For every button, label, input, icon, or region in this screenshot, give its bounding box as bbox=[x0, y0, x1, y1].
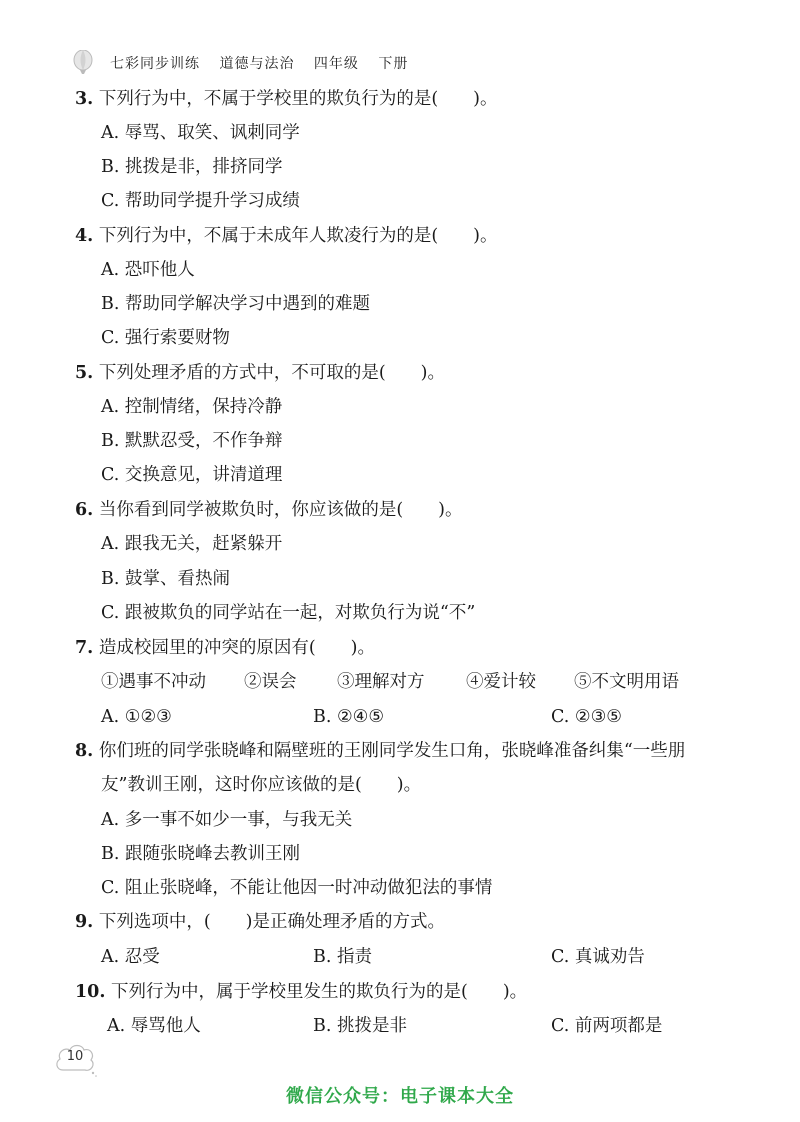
question-number: 10. bbox=[75, 982, 106, 1002]
question-text: 当你看到同学被欺负时，你应该做的是( )。 bbox=[98, 500, 463, 520]
option-a: A. 控制情绪，保持冷静 bbox=[101, 397, 283, 417]
option-c: C. 交换意见，讲清道理 bbox=[101, 465, 283, 485]
header-subject: 道德与法治 bbox=[219, 56, 295, 72]
question-text: 造成校园里的冲突的原因有( )。 bbox=[98, 638, 376, 658]
header-book: 七彩同步训练 bbox=[110, 56, 200, 72]
header-text bbox=[110, 53, 422, 73]
balloon-logo-icon bbox=[72, 50, 94, 76]
question-3 bbox=[75, 87, 498, 111]
page-header bbox=[72, 48, 422, 78]
question-8-continued: 友”教训王刚，这时你应该做的是( )。 bbox=[101, 775, 422, 795]
option-c: C. 真诚劝告 bbox=[551, 947, 645, 967]
option-b: B. 挑拨是非 bbox=[313, 1016, 407, 1036]
option-c: C. 跟被欺负的同学站在一起，对欺负行为说“不” bbox=[101, 603, 476, 623]
option-b: B. ②④⑤ bbox=[313, 707, 385, 727]
question-9 bbox=[75, 910, 445, 934]
question-number: 9. bbox=[75, 912, 94, 932]
question-7 bbox=[75, 636, 375, 660]
question-4 bbox=[75, 224, 498, 248]
item-5: ⑤不文明用语 bbox=[574, 672, 679, 692]
question-number: 3. bbox=[75, 89, 94, 109]
question-text: 你们班的同学张晓峰和隔壁班的王刚同学发生口角，张晓峰准备纠集“一些朋 bbox=[98, 741, 686, 761]
option-c: C. ②③⑤ bbox=[551, 707, 622, 727]
option-c: C. 前两项都是 bbox=[551, 1016, 663, 1036]
option-c: C. 阻止张晓峰，不能让他因一时冲动做犯法的事情 bbox=[101, 878, 493, 898]
header-volume: 下册 bbox=[378, 56, 409, 72]
question-text: 下列行为中，不属于学校里的欺负行为的是( )。 bbox=[98, 89, 498, 109]
question-number: 6. bbox=[75, 500, 94, 520]
item-2: ②误会 bbox=[244, 672, 297, 692]
question-text: 下列选项中，( )是正确处理矛盾的方式。 bbox=[98, 912, 446, 932]
option-b: B. 帮助同学解决学习中遇到的难题 bbox=[101, 294, 370, 314]
option-c: C. 帮助同学提升学习成绩 bbox=[101, 191, 300, 211]
option-a: A. 辱骂、取笑、讽刺同学 bbox=[101, 123, 300, 143]
item-3: ③理解对方 bbox=[337, 672, 425, 692]
question-8 bbox=[75, 739, 685, 763]
page-number-badge bbox=[56, 1040, 94, 1078]
question-number: 5. bbox=[75, 363, 94, 383]
option-b: B. 指责 bbox=[313, 947, 372, 967]
option-b: B. 挑拨是非，排挤同学 bbox=[101, 157, 283, 177]
option-b: B. 默默忍受，不作争辩 bbox=[101, 431, 283, 451]
option-a: A. 恐吓他人 bbox=[101, 260, 195, 280]
question-number: 7. bbox=[75, 638, 94, 658]
option-a: A. 辱骂他人 bbox=[107, 1016, 201, 1036]
question-5 bbox=[75, 361, 445, 385]
item-4: ④爱计较 bbox=[466, 672, 536, 692]
question-10 bbox=[75, 980, 527, 1004]
option-a: A. 跟我无关，赶紧躲开 bbox=[101, 534, 283, 554]
option-a: A. 多一事不如少一事，与我无关 bbox=[101, 810, 353, 830]
question-number: 4. bbox=[75, 226, 94, 246]
question-number: 8. bbox=[75, 741, 94, 761]
option-c: C. 强行索要财物 bbox=[101, 328, 230, 348]
question-text: 下列处理矛盾的方式中，不可取的是( )。 bbox=[98, 363, 446, 383]
option-b: B. 跟随张晓峰去教训王刚 bbox=[101, 844, 300, 864]
option-a: A. ①②③ bbox=[101, 707, 172, 727]
page-number: 10 bbox=[66, 1049, 84, 1064]
watermark-text: 微信公众号：电子课本大全 bbox=[286, 1086, 514, 1107]
question-text: 下列行为中，不属于未成年人欺凌行为的是( )。 bbox=[98, 226, 498, 246]
item-1: ①遇事不冲动 bbox=[101, 672, 206, 692]
question-6 bbox=[75, 498, 463, 522]
header-grade: 四年级 bbox=[313, 56, 359, 72]
question-text: 下列行为中，属于学校里发生的欺负行为的是( )。 bbox=[111, 982, 528, 1002]
option-a: A. 忍受 bbox=[101, 947, 160, 967]
option-b: B. 鼓掌、看热闹 bbox=[101, 569, 230, 589]
